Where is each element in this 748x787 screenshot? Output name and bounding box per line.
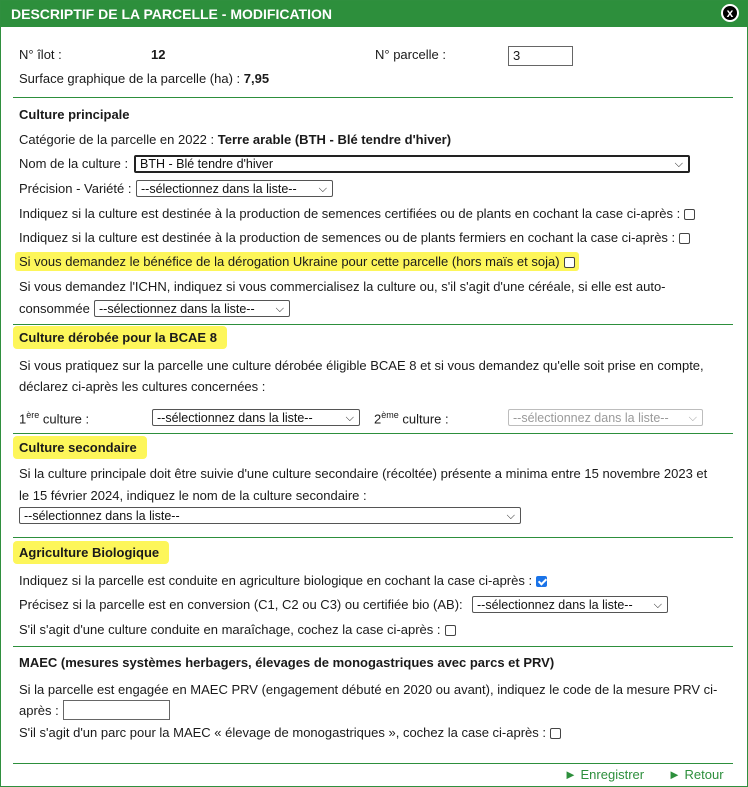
chevron-down-icon: ⌵ [688, 412, 697, 424]
nom-culture-value: BTH - Blé tendre d'hiver [140, 157, 273, 171]
enregistrer-label: Enregistrer [580, 767, 645, 782]
ilot-label: N° îlot : [19, 47, 62, 62]
dialog-title: DESCRIPTIF DE LA PARCELLE - MODIFICATION [11, 6, 332, 22]
secondaire-desc-line1: Si la culture principale doit être suivie d'une culture secondaire (récoltée) présente a minima entre 15 novembre 2023 et [19, 466, 708, 481]
secondaire-title-wrap [19, 440, 147, 455]
section-title-culture-derobee: Culture dérobée pour la BCAE 8 [13, 326, 227, 349]
maraichage-checkbox[interactable] [445, 625, 456, 636]
section-title-culture-principale: Culture principale [19, 107, 130, 122]
prv-code-input[interactable] [63, 700, 170, 720]
monogastriques-label: S'il s'agit d'un parc pour la MAEC « élevage de monogastriques », cochez la case ci-après : [19, 725, 547, 740]
semences-fermiers-label: Indiquez si la culture est destinée à la production de semences ou de plants fermiers en cochant la case ci-après : [19, 230, 676, 245]
culture1-select[interactable] [152, 409, 360, 426]
culture2-text: culture : [398, 411, 449, 427]
surface-value: 7,95 [243, 71, 270, 86]
ichn-select[interactable] [94, 300, 290, 317]
chevron-down-icon: ⌵ [653, 599, 662, 611]
bio-conduite-checkbox[interactable] [536, 576, 547, 587]
semences-certifiees-row [19, 206, 695, 221]
ichn-line2: consommée [19, 301, 90, 316]
culture2-sup: ème [381, 410, 399, 420]
divider [13, 324, 733, 325]
divider [13, 763, 733, 764]
culture1-sup: ère [26, 410, 40, 420]
secondaire-select[interactable] [19, 507, 521, 524]
categorie-value: Terre arable (BTH - Blé tendre d'hiver) [217, 132, 452, 147]
divider [13, 97, 733, 98]
divider [13, 433, 733, 434]
parcelle-input[interactable]: 3 [508, 46, 573, 66]
ilot-value: 12 [151, 47, 166, 62]
precision-select[interactable] [136, 180, 333, 197]
retour-link[interactable] [668, 767, 724, 782]
culture2-value: --sélectionnez dans la liste-- [513, 411, 669, 425]
bio-title-wrap [19, 545, 169, 560]
chevron-down-icon: ⌵ [318, 183, 327, 195]
culture1-num: 1 [19, 411, 27, 427]
culture2-num: 2 [374, 411, 382, 427]
retour-label: Retour [684, 767, 724, 782]
section-title-culture-secondaire: Culture secondaire [13, 436, 147, 459]
categorie-row [19, 132, 451, 147]
maraichage-label: S'il s'agit d'une culture conduite en maraîchage, cochez la case ci-après : [19, 622, 441, 637]
ichn-value: --sélectionnez dans la liste-- [99, 302, 255, 316]
derogation-row [19, 254, 579, 269]
maraichage-row [19, 622, 456, 637]
parcelle-label: N° parcelle : [375, 47, 446, 62]
bio-conversion-select[interactable] [472, 596, 668, 613]
chevron-down-icon: ⌵ [345, 412, 354, 424]
derogation-text: Si vous demandez le bénéfice de la dérogation Ukraine pour cette parcelle (hors maïs et soja) [19, 254, 560, 269]
culture2-select[interactable] [508, 409, 703, 426]
semences-certifiees-label: Indiquez si la culture est destinée à la production de semences certifiées ou de plants en cochant la case ci-après : [19, 206, 681, 221]
bio-conversion-label: Précisez si la parcelle est en conversion (C1, C2 ou C3) ou certifiée bio (AB): [19, 597, 463, 612]
close-icon[interactable]: x [721, 4, 739, 22]
monogastriques-checkbox[interactable] [550, 728, 561, 739]
divider [13, 537, 733, 538]
precision-label: Précision - Variété : [19, 181, 132, 196]
culture1-text: culture : [39, 411, 90, 427]
semences-fermiers-checkbox[interactable] [679, 233, 690, 244]
categorie-label: Catégorie de la parcelle en 2022 : [19, 132, 215, 147]
dialog-content [1, 27, 747, 786]
secondaire-value: --sélectionnez dans la liste-- [24, 509, 180, 523]
culture1-value: --sélectionnez dans la liste-- [157, 411, 313, 425]
ichn-line1: Si vous demandez l'ICHN, indiquez si vous commercialisez la culture ou, s'il s'agit d'une céréale, si elle est auto- [19, 279, 666, 294]
semences-fermiers-row [19, 230, 690, 245]
semences-certifiees-checkbox[interactable] [684, 209, 695, 220]
divider [13, 646, 733, 647]
culture1-label [19, 410, 89, 426]
precision-value: --sélectionnez dans la liste-- [141, 182, 297, 196]
prv-line2: après : [19, 703, 59, 718]
derogation-label [15, 252, 579, 271]
prv-line1: Si la parcelle est engagée en MAEC PRV (engagement débuté en 2020 ou avant), indiquez le code de la mesure PRV ci- [19, 682, 718, 697]
chevron-down-icon: ⌵ [275, 303, 284, 315]
nom-culture-select[interactable] [134, 155, 690, 173]
section-title-maec: MAEC (mesures systèmes herbagers, élevages de monogastriques avec parcs et PRV) [19, 655, 555, 670]
secondaire-desc-line2: le 15 février 2024, indiquez le nom de la culture secondaire : [19, 488, 367, 503]
play-arrow-icon: ► [668, 767, 681, 782]
derogation-checkbox[interactable] [564, 257, 575, 268]
monogastriques-row [19, 725, 561, 740]
enregistrer-link[interactable] [564, 767, 644, 782]
section-title-agriculture-bio: Agriculture Biologique [13, 541, 169, 564]
surface-row [19, 71, 269, 86]
derobee-desc-line2: déclarez ci-après les cultures concernées : [19, 379, 266, 394]
chevron-down-icon: ⌵ [674, 158, 683, 170]
surface-label: Surface graphique de la parcelle (ha) : [19, 71, 241, 86]
bio-conduite-row [19, 573, 547, 588]
derobee-title-wrap [19, 330, 227, 345]
bio-conduite-label: Indiquez si la parcelle est conduite en agriculture biologique en cochant la case ci-après : [19, 573, 533, 588]
derobee-desc-line1: Si vous pratiquez sur la parcelle une culture dérobée éligible BCAE 8 et si vous demandez qu'elle soit prise en compte, [19, 358, 704, 373]
play-arrow-icon: ► [564, 767, 577, 782]
nom-culture-label: Nom de la culture : [19, 156, 129, 171]
dialog-titlebar [1, 1, 747, 27]
culture2-label [374, 410, 449, 426]
chevron-down-icon: ⌵ [506, 510, 515, 522]
bio-conversion-value: --sélectionnez dans la liste-- [477, 598, 633, 612]
